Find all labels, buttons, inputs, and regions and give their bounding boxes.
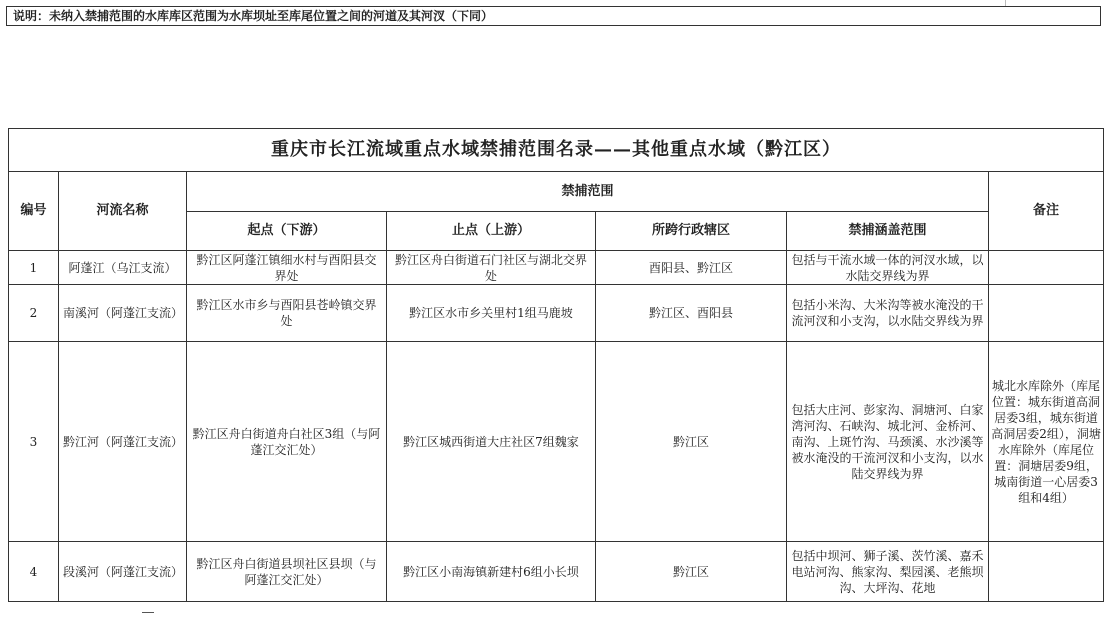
- cell-river: 阿蓬江（乌江支流）: [59, 251, 187, 285]
- cell-end: 黔江区小南海镇新建村6组小长坝: [387, 542, 596, 602]
- cell-river: 段溪河（阿蓬江支流）: [59, 542, 187, 602]
- cell-coverage: 包括大庄河、彭家沟、洞塘河、白家湾河沟、石峡沟、城北河、金桥河、南沟、上斑竹沟、马颈溪、水沙溪等被水淹没的干流河汊和小支沟，以水陆交界线为界: [787, 342, 989, 542]
- cell-start: 黔江区舟白街道县坝社区县坝（与阿蓬江交汇处）: [187, 542, 387, 602]
- table-row: [9, 542, 1104, 602]
- cell-end: 黔江区水市乡关里村1组马鹿坡: [387, 285, 596, 342]
- header-scope: 禁捕范围: [187, 172, 989, 212]
- cell-district: 黔江区: [596, 542, 787, 602]
- cell-end: 黔江区城西街道大庄社区7组魏家: [387, 342, 596, 542]
- cell-start: 黔江区水市乡与酉阳县苍岭镇交界处: [187, 285, 387, 342]
- cell-remark: [989, 542, 1104, 602]
- cell-no: 2: [9, 285, 59, 342]
- cell-no: 4: [9, 542, 59, 602]
- header-coverage: 禁捕涵盖范围: [787, 212, 989, 251]
- cell-river: 南溪河（阿蓬江支流）: [59, 285, 187, 342]
- header-remark: 备注: [989, 172, 1104, 251]
- cell-start: 黔江区阿蓬江镇细水村与酉阳县交界处: [187, 251, 387, 285]
- cell-remark: 城北水库除外（库尾位置：城东街道高洞居委3组，城东街道高洞居委2组），洞塘水库除外（库尾位置：洞塘居委9组，城南街道一心居委3组和4组）: [989, 342, 1104, 542]
- cell-river: 黔江河（阿蓬江支流）: [59, 342, 187, 542]
- cell-remark: [989, 285, 1104, 342]
- header-end: 止点（上游）: [387, 212, 596, 251]
- explanation-note: 说明：未纳入禁捕范围的水库库区范围为水库坝址至库尾位置之间的河道及其河汊（下同）: [6, 6, 1101, 26]
- header-district: 所跨行政辖区: [596, 212, 787, 251]
- cell-start: 黔江区舟白街道舟白社区3组（与阿蓬江交汇处）: [187, 342, 387, 542]
- cell-no: 1: [9, 251, 59, 285]
- prohibited-fishing-table: [8, 128, 1104, 602]
- cell-coverage: 包括与干流水域一体的河汊水域，以水陆交界线为界: [787, 251, 989, 285]
- cell-coverage: 包括中坝河、狮子溪、茨竹溪、嘉禾电站河沟、熊家沟、梨园溪、老熊坝沟、大坪沟、花地: [787, 542, 989, 602]
- header-river: 河流名称: [59, 172, 187, 251]
- cell-district: 黔江区、酉阳县: [596, 285, 787, 342]
- table-row: [9, 251, 1104, 285]
- header-no: 编号: [9, 172, 59, 251]
- table-row: [9, 342, 1104, 542]
- cell-coverage: 包括小米沟、大米沟等被水淹没的干流河汊和小支沟，以水陆交界线为界: [787, 285, 989, 342]
- header-start: 起点（下游）: [187, 212, 387, 251]
- cell-district: 黔江区: [596, 342, 787, 542]
- cut-off-mark: [142, 612, 154, 621]
- table-row: [9, 285, 1104, 342]
- cell-end: 黔江区舟白街道石门社区与湖北交界处: [387, 251, 596, 285]
- cell-no: 3: [9, 342, 59, 542]
- cell-district: 酉阳县、黔江区: [596, 251, 787, 285]
- cell-remark: [989, 251, 1104, 285]
- table-title: 重庆市长江流域重点水域禁捕范围名录——其他重点水域（黔江区）: [9, 129, 1104, 172]
